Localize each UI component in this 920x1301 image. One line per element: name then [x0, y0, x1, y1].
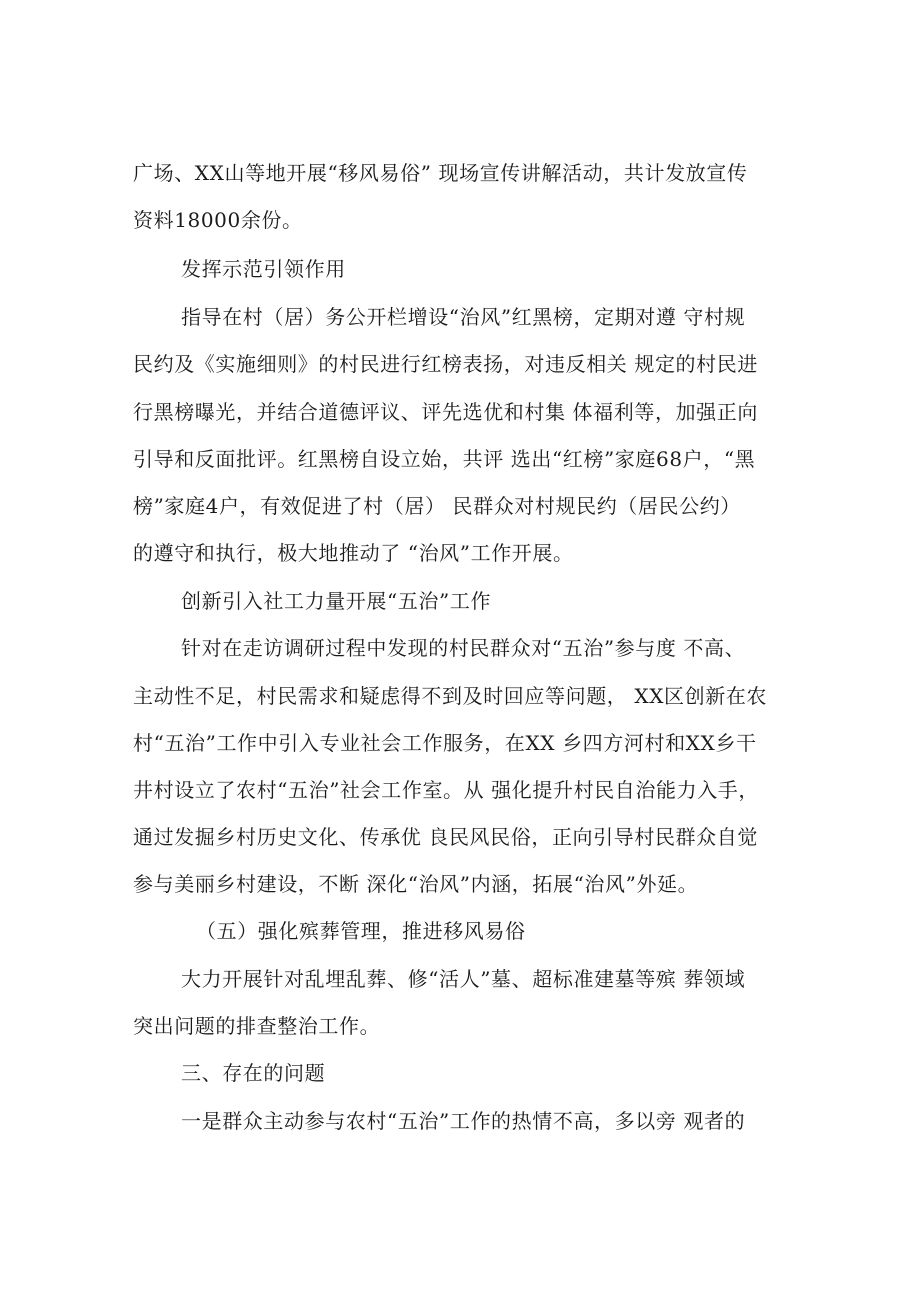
body-text-line: 一是群众主动参与农村“五治”工作的热情不高，多以旁 观者的: [181, 1109, 746, 1133]
body-text-line: 的遵守和执行，极大地推动了 “治风”工作开展。: [133, 541, 574, 565]
body-text-line: 参与美丽乡村建设，不断 深化“治风”内涵，拓展“治风”外延。: [133, 872, 699, 896]
body-text-line: 针对在走访调研过程中发现的村民群众对“五治”参与度 不高、: [181, 636, 746, 660]
section-heading: 三、存在的问题: [181, 1061, 326, 1085]
body-text-line: 大力开展针对乱埋乱葬、修“活人”墓、超标准建墓等殡 葬领域: [181, 967, 746, 991]
section-heading: （五）强化殡葬管理，推进移风易俗: [196, 919, 526, 943]
body-text-line: 指导在村（居）务公开栏增设“治风”红黑榜，定期对遵 守村规: [181, 305, 746, 329]
body-text-line: 村“五治”工作中引入专业社会工作服务，在XX 乡四方河村和XX乡干: [133, 731, 757, 755]
body-text-line: 引导和反面批评。红黑榜自设立始，共评 选出“红榜”家庭68户，“黑: [133, 447, 756, 471]
body-text-line: 行黑榜曝光，并结合道德评议、评先选优和村集 体福利等，加强正向: [133, 400, 758, 424]
body-text-line: 通过发掘乡村历史文化、传承优 良民风民俗，正向引导村民群众自觉: [133, 825, 758, 849]
section-heading: 创新引入社工力量开展“五治”工作: [181, 589, 492, 613]
body-text-line: 资料18000余份。: [133, 208, 303, 232]
body-text-line: 井村设立了农村“五治”社会工作室。从 强化提升村民自治能力入手，: [133, 778, 760, 802]
body-text-line: 民约及《实施细则》的村民进行红榜表扬，对违反相关 规定的村民进: [133, 352, 758, 376]
body-text-line: 榜”家庭4户，有效促进了村（居） 民群众对村规民约（居民公约）: [133, 494, 741, 518]
body-text-line: 突出问题的排查整治工作。: [133, 1014, 381, 1038]
section-heading: 发挥示范引领作用: [181, 257, 346, 281]
body-text-line: 主动性不足，村民需求和疑虑得不到及时回应等问题， XX区创新在农: [133, 684, 768, 708]
body-text-line: 广场、XX山等地开展“移风易俗” 现场宣传讲解活动，共计发放宣传: [133, 161, 748, 185]
